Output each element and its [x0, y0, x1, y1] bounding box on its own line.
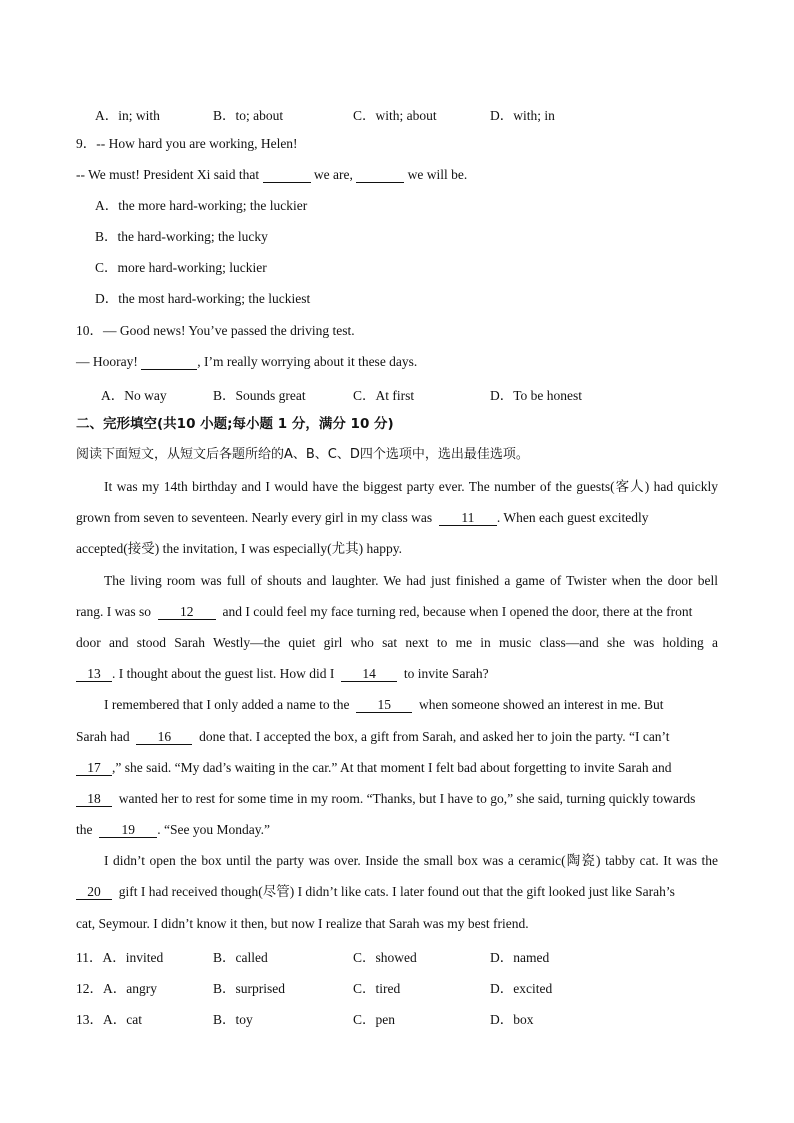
- q13-option-c[interactable]: C．pen: [353, 1012, 395, 1027]
- passage-p4-line2: [76, 883, 718, 914]
- q10-option-c[interactable]: C．At first: [353, 388, 415, 403]
- passage-text: and I could feel my face turning red, because when I opened the door, there at the front: [222, 603, 693, 619]
- blank-15[interactable]: 15: [356, 698, 412, 713]
- passage-text: done that. I accepted the box, a gift from Sarah, and asked her to join the party. “I can’t: [199, 728, 670, 744]
- passage-p3-line5: [76, 821, 718, 852]
- q11-option-a[interactable]: 11．A．invited: [76, 950, 164, 965]
- q9-blank-1: [263, 168, 311, 183]
- blank-19[interactable]: 19: [99, 823, 157, 838]
- passage-text: wanted her to rest for some time in my room. “Thanks, but I have to go,” she said, turning quickly towards: [118, 790, 696, 806]
- q8-option-c[interactable]: C．with; about: [353, 108, 437, 123]
- q9-option-d[interactable]: D．the most hard-working; the luckiest: [95, 291, 311, 306]
- passage-text: Sarah had: [76, 728, 130, 744]
- passage-text: when someone showed an interest in me. But: [419, 697, 664, 713]
- passage-text: rang. I was so: [76, 603, 151, 619]
- q9-option-b[interactable]: B．the hard-working; the lucky: [95, 229, 268, 244]
- passage-text: . “See you Monday.”: [157, 822, 270, 838]
- passage-text: . I thought about the guest list. How did I: [112, 666, 335, 682]
- blank-16[interactable]: 16: [136, 730, 192, 745]
- passage-p2-line1: The living room was full of shouts and laughter. We had just finished a game of Twister when the door bell: [104, 572, 718, 588]
- blank-14[interactable]: 14: [341, 667, 397, 682]
- passage-p4-line1: I didn’t open the box until the party was over. Inside the small box was a ceramic(陶瓷) tabby cat. It was the: [104, 853, 718, 869]
- passage-text: gift I had received though(尽管) I didn’t like cats. I later found out that the gift looked just like Sarah’s: [118, 884, 675, 900]
- q10-option-b[interactable]: B．Sounds great: [213, 388, 306, 403]
- q12-option-a[interactable]: 12．A．angry: [76, 981, 157, 996]
- q12-option-d[interactable]: D．excited: [490, 981, 553, 996]
- blank-11[interactable]: 11: [439, 511, 497, 526]
- blank-18[interactable]: 18: [76, 792, 112, 807]
- passage-p3-line1: [76, 696, 718, 727]
- passage-p3-line2: [76, 728, 718, 759]
- passage-p4-line3: cat, Seymour. I didn’t know it then, but now I realize that Sarah was my best friend.: [76, 915, 529, 931]
- passage-text: grown from seven to seventeen. Nearly every girl in my class was: [76, 510, 433, 526]
- q9-line2-mid: we are,: [310, 167, 357, 182]
- passage-p2-line2: [76, 603, 718, 634]
- q8-option-d[interactable]: D．with; in: [490, 108, 555, 123]
- passage-p2-line4: [76, 665, 718, 696]
- q13-option-d[interactable]: D．box: [490, 1012, 534, 1027]
- q10-line2-pre: — Hooray!: [76, 354, 142, 369]
- q10-option-a[interactable]: A．No way: [101, 388, 167, 403]
- passage-p1-line1: It was my 14th birthday and I would have the biggest party ever. The number of the guests(客人) had quickly: [104, 479, 718, 494]
- passage-p3-line4: [76, 790, 718, 821]
- q9-stem: 9．-- How hard you are working, Helen!: [76, 136, 298, 151]
- passage-p2-line3: door and stood Sarah Westly—the quiet girl who sat next to me in music class—and she was holding a: [76, 634, 718, 650]
- q12-option-c[interactable]: C．tired: [353, 981, 401, 996]
- blank-17[interactable]: 17: [76, 761, 112, 776]
- blank-12[interactable]: 12: [158, 605, 216, 620]
- passage: [76, 478, 718, 946]
- passage-text: ,” she said. “My dad’s waiting in the car.” At that moment I felt bad about forgetting to invite Sarah and: [112, 759, 672, 775]
- section2-instruction: 阅读下面短文，从短文后各题所给的A、B、C、D四个选项中，选出最佳选项。: [76, 447, 529, 462]
- q8-option-a[interactable]: A．in; with: [95, 108, 160, 123]
- q10-option-d[interactable]: D．To be honest: [490, 388, 583, 403]
- q9-option-c[interactable]: C．more hard-working; luckier: [95, 260, 267, 275]
- q11-option-b[interactable]: B．called: [213, 950, 268, 965]
- passage-text: . When each guest excitedly: [496, 510, 649, 526]
- q10-line2: [76, 353, 718, 371]
- passage-p3-line3: [76, 759, 718, 790]
- q13-option-b[interactable]: B．toy: [213, 1012, 253, 1027]
- blank-20[interactable]: 20: [76, 885, 112, 900]
- passage-text: to invite Sarah?: [403, 666, 489, 682]
- blank-13[interactable]: 13: [76, 667, 112, 682]
- q10-blank: [141, 355, 197, 370]
- q10-stem: 10．— Good news! You’ve passed the driving test.: [76, 323, 355, 338]
- passage-text: the: [76, 822, 93, 838]
- q9-blank-2: [356, 168, 404, 183]
- q11-option-c[interactable]: C．showed: [353, 950, 417, 965]
- passage-p1-line3: accepted(接受) the invitation, I was especially(尤其) happy.: [76, 541, 403, 557]
- q9-line2: [76, 166, 718, 184]
- section2-heading: 二、完形填空(共10 小题;每小题 1 分，满分 10 分): [76, 416, 394, 432]
- q9-option-a[interactable]: A．the more hard-working; the luckier: [95, 198, 308, 213]
- q12-option-b[interactable]: B．surprised: [213, 981, 285, 996]
- q8-option-b[interactable]: B．to; about: [213, 108, 284, 123]
- q9-line2-pre: -- We must! President Xi said that: [76, 167, 263, 182]
- q10-line2-post: , I’m really worrying about it these days.: [197, 354, 418, 369]
- passage-text: I remembered that I only added a name to the: [104, 697, 350, 713]
- passage-p1-line2: [76, 509, 718, 540]
- q11-option-d[interactable]: D．named: [490, 950, 550, 965]
- q9-line2-post: we will be.: [404, 167, 468, 182]
- q13-option-a[interactable]: 13．A．cat: [76, 1012, 142, 1027]
